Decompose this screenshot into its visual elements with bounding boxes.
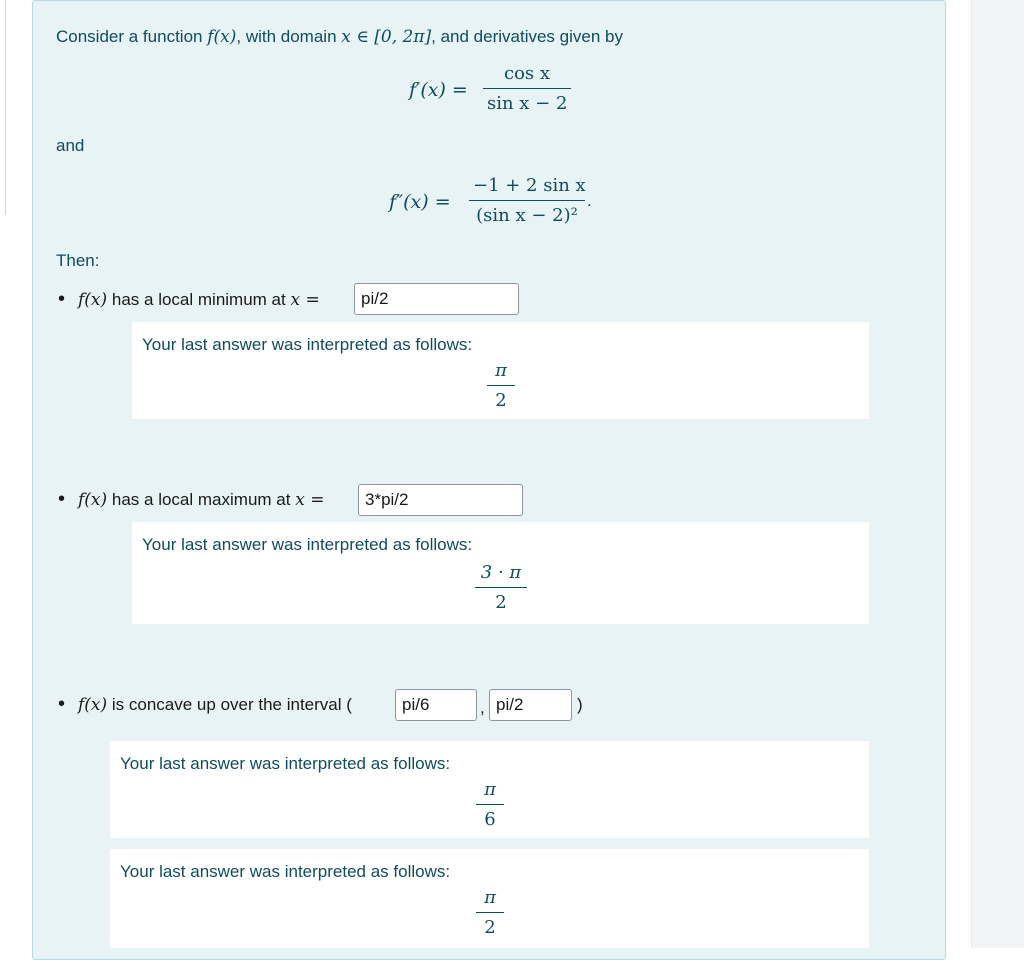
fraction-bar	[469, 200, 585, 201]
first-derivative-denominator: sin x − 2	[487, 93, 568, 114]
min-label-line	[78, 290, 320, 310]
concave-right-feedback-label: Your last answer was interpreted as follows:	[120, 862, 451, 881]
fraction-bar	[476, 912, 504, 913]
min-func: f(x)	[78, 290, 108, 310]
then-label: Then:	[56, 251, 100, 270]
concave-left-feedback-num: π	[484, 779, 496, 800]
concave-right-input[interactable]: pi/2	[489, 689, 572, 721]
intro-text-after: , and derivatives given by	[431, 27, 623, 46]
max-feedback-den: 2	[495, 592, 507, 613]
min-feedback-num: π	[495, 360, 507, 381]
first-derivative-numerator: cos x	[503, 63, 551, 84]
first-derivative-fraction	[483, 63, 571, 114]
max-label: has a local maximum at	[111, 490, 291, 509]
concave-label-line	[78, 695, 352, 715]
second-derivative-denominator: (sin x − 2)²	[476, 205, 578, 226]
max-label-line	[78, 490, 324, 510]
fraction-bar	[487, 385, 515, 386]
bullet-concave: •	[58, 693, 66, 715]
intro-func: f(x)	[207, 27, 237, 47]
second-derivative-lhs: f″(x) =	[389, 191, 451, 213]
max-feedback-num: 3 · π	[480, 562, 522, 583]
intro-line	[56, 27, 623, 47]
fraction-bar	[476, 804, 504, 805]
min-feedback-den: 2	[495, 390, 507, 411]
concave-close-paren: )	[577, 695, 583, 714]
and-label: and	[56, 136, 85, 155]
concave-left-feedback-den: 6	[484, 809, 496, 830]
second-derivative-fraction	[469, 175, 585, 226]
concave-right-feedback-num: π	[484, 887, 496, 908]
min-var: x =	[290, 290, 320, 310]
concave-right-feedback-box	[110, 849, 869, 948]
concave-left-feedback-label: Your last answer was interpreted as follows:	[120, 754, 451, 773]
concave-comma: ,	[480, 698, 485, 717]
max-answer-input[interactable]: 3*pi/2	[358, 484, 523, 516]
fraction-bar	[483, 88, 571, 89]
first-derivative-lhs: f′(x) =	[409, 79, 468, 101]
left-panel-edge	[0, 0, 6, 215]
concave-func: f(x)	[78, 695, 108, 715]
min-answer-input[interactable]: pi/2	[354, 283, 519, 315]
concave-right-feedback-fraction	[476, 887, 504, 938]
fraction-bar	[475, 587, 527, 588]
concave-left-feedback-fraction	[476, 779, 504, 830]
concave-left-input[interactable]: pi/6	[395, 689, 477, 721]
intro-domain-text: , with domain	[236, 27, 337, 46]
min-feedback-label: Your last answer was interpreted as follows:	[142, 335, 473, 354]
min-feedback-fraction	[487, 360, 515, 411]
min-feedback-box	[132, 322, 869, 419]
max-feedback-label: Your last answer was interpreted as follows:	[142, 535, 473, 554]
intro-domain-math: x ∈ [0, 2π]	[341, 27, 432, 47]
max-feedback-box	[132, 522, 869, 624]
concave-right-feedback-den: 2	[484, 917, 496, 938]
concave-label: is concave up over the interval (	[111, 695, 352, 714]
min-label: has a local minimum at	[111, 290, 286, 309]
intro-text-before: Consider a function	[56, 27, 203, 46]
bullet-min: •	[58, 288, 66, 310]
second-derivative-period: .	[587, 191, 592, 210]
second-derivative-numerator: −1 + 2 sin x	[473, 175, 586, 196]
max-var: x =	[295, 490, 325, 510]
concave-left-feedback-box	[110, 741, 869, 838]
max-feedback-fraction	[475, 562, 527, 613]
right-sidebar-strip	[971, 0, 1024, 948]
max-func: f(x)	[78, 490, 108, 510]
bullet-max: •	[58, 488, 66, 510]
